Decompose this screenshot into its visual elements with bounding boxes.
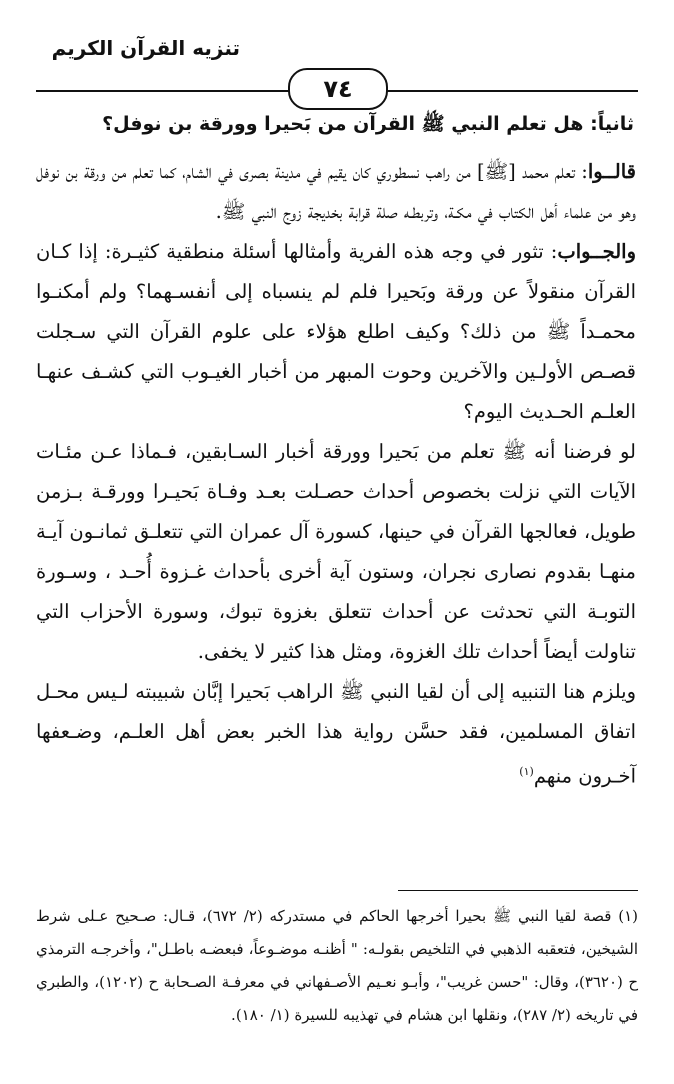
answer-text: : تثور في وجه هذه الفرية وأمثالها أسئلة منطقية كثيـرة: إذا كـان القرآن منقولاً عن ورقة وبَحيرا فلم لم ينسباه إلى أنفسـهما؟ ولم أمكنـوا محمـداً ﷺ من ذلك؟ وكيف اطلع هؤلاء على علوم القرآن التي سـجلت قصـص الأولـين والآخرين وحوت المبهر من أخبار الغيـوب التي كشـف عنهـا العلـم الحـديث اليوم؟ xyxy=(36,240,636,423)
question-text: : هل تعلم النبي ﷺ القرآن من بَحيرا وورقة بن نوفل؟ xyxy=(102,113,598,135)
claim-label: قالــوا xyxy=(587,160,636,183)
note-paragraph-text: ويلزم هنا التنبيه إلى أن لقيا النبي ﷺ الراهب بَحيرا إبَّان شبيبته لـيس محـل اتفاق المسلمين، فقد حسَّن رواية هذا الخبر بعض أهل العلـم، وضـعفها آخـرون منهم xyxy=(36,680,636,788)
question-label: ثانياً xyxy=(597,113,634,135)
footnote-reference[interactable]: (١) xyxy=(519,765,534,778)
page-number: ٧٤ xyxy=(288,68,388,110)
main-text xyxy=(36,152,636,797)
footnote: (١) قصة لقيا النبي ﷺ بحيرا أخرجها الحاكم في مستدركه (٢/ ٦٧٢)، قـال: صـحيح عـلى شرط الشيخين، فتعقبه الذهبي في التلخيص بقولـه: " أظنـه موضـوعاً، فبعضـه باطـل"، وأخرجـه الترمذي ح (٣٦٢٠)، وقال: "حسن غريب"، وأبـو نعـيم الأصـفهاني في معرفـة الصـحابة ح (١٢٠٢)، والطبري في تاريخه (٢/ ٢٨٧)، ونقلها ابن هشام في تهذيبه للسيرة (١/ ١٨٠). xyxy=(36,907,639,1024)
running-header-title: تنزيه القرآن الكريم xyxy=(51,36,240,60)
supposition-text: لو فرضنا أنه ﷺ تعلم من بَحيرا وورقة أخبار السـابقين، فـماذا عـن مئـات الآيات التي نزلت بخصوص أحداث حصـلت بعـد وفـاة بَحيـرا وورقـة بـزمن طويل، فعالجها القرآن في حينها، كسورة آل عمران التي تتعلـق ثمانـون آيـة منهـا بقدوم نصارى نجران، وستون آية أخرى بأحداث غـزوة أُحـد ، وسـورة التوبـة التي تحدثت عن أحداث تتعلق بغزوة تبوك، وسورة الأحزاب التي تناولت أيضاً أحداث تلك الغزوة، ومثل هذا كثير لا يخفى. xyxy=(36,440,636,663)
paragraph-supposition xyxy=(36,432,636,672)
section-question xyxy=(40,112,634,140)
paragraph-claim xyxy=(36,152,636,232)
paragraph-note xyxy=(36,672,636,797)
answer-label: والجــواب xyxy=(557,240,636,263)
paragraph-answer xyxy=(36,232,636,432)
footnote-divider xyxy=(398,890,638,891)
claim-text: : تعلم محمد [ﷺ] من راهب نسطوري كان يقيم في مدينة بصرى في الشام، كما تعلم من ورقة بن نوفل وهو من علماء أهل الكتاب في مكـة، وتربطـه صلة قرابة بخديجة زوج النبي ﷺ. xyxy=(36,160,636,223)
